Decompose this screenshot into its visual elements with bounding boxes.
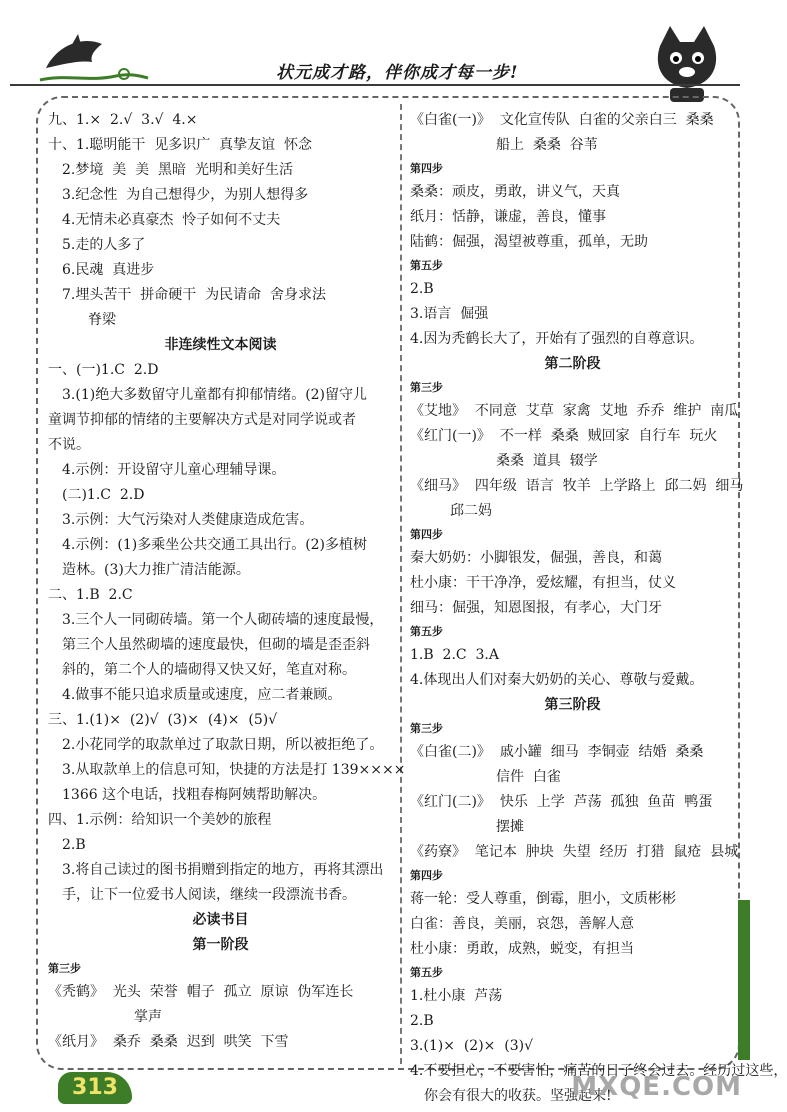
dolphin-decoration-icon	[40, 30, 150, 86]
cat-decoration-icon	[652, 24, 722, 104]
header-rule	[10, 84, 740, 86]
step-label: 第三步	[410, 381, 443, 394]
left-column	[48, 108, 406, 1055]
answer-line: 纸月：恬静，谦虚，善良，懂事	[410, 209, 606, 225]
answer-line: 白雀：善良，美丽，哀怨，善解人意	[410, 916, 634, 932]
answer-line: 邱二妈	[450, 503, 492, 519]
edge-tab	[738, 900, 750, 1060]
column-divider	[400, 104, 402, 1064]
answer-line: 4.无情未必真豪杰 怜子如何不丈夫	[62, 212, 281, 228]
answer-line: 3.将自己读过的图书捐赠到指定的地方，再将其漂出	[62, 862, 384, 878]
step-label: 第四步	[410, 869, 443, 882]
section-heading: 必读书目	[192, 912, 249, 928]
answer-line: 3.从取款单上的信息可知，快捷的方法是打 139××××	[62, 762, 406, 778]
answer-line: 《纸月》 桑乔 桑桑 迟到 哄笑 下雪	[48, 1034, 289, 1050]
answer-line: 手，让下一位爱书人阅读，继续一段漂流书香。	[62, 887, 356, 903]
answer-line: 2.小花同学的取款单过了取款日期，所以被拒绝了。	[62, 737, 384, 753]
answer-line: 5.走的人多了	[62, 237, 146, 253]
watermark: MXQE.COM	[571, 1072, 742, 1102]
answer-line: 4.做事不能只追求质量或速度，应二者兼顾。	[62, 687, 342, 703]
page-number: 313	[58, 1072, 132, 1104]
step-label: 第四步	[410, 162, 443, 175]
answer-line: 7.埋头苦干 拼命硬干 为民请命 舍身求法	[62, 287, 327, 303]
answer-line: 3.(1)绝大多数留守儿童都有抑郁情绪。(2)留守儿	[62, 387, 368, 403]
answer-line: 1.杜小康 芦荡	[410, 988, 503, 1004]
answer-line: 造林。(3)大力推广清洁能源。	[62, 562, 250, 578]
answer-line: 十、1.聪明能干 见多识广 真挚友谊 怀念	[48, 137, 313, 153]
answer-line: 《药寮》 笔记本 肿块 失望 经历 打猎 鼠疮 县城	[410, 844, 739, 860]
answer-line: 4.体现出人们对秦大奶奶的关心、尊敬与爱戴。	[410, 672, 704, 688]
section-heading: 第三阶段	[544, 697, 601, 713]
answer-line: 童调节抑郁的情绪的主要解决方式是对同学说或者	[48, 412, 356, 428]
answer-line: 1366 这个电话，找粗春梅阿姨帮助解决。	[62, 787, 327, 803]
answer-line: 3.三个人一同砌砖墙。第一个人砌砖墙的速度最慢，	[62, 612, 384, 628]
step-label: 第五步	[410, 259, 443, 272]
right-column	[410, 108, 787, 1109]
answer-line: 一、(一)1.C 2.D	[48, 362, 159, 378]
answer-line: 杜小康：勇敢，成熟，蜕变，有担当	[410, 941, 634, 957]
section-heading: 非连续性文本阅读	[164, 337, 277, 353]
answer-line: 2.B	[410, 1013, 434, 1029]
answer-line: 4.不要担心，不要害怕，痛苦的日子终会过去。经历过这些，	[410, 1063, 787, 1079]
answer-line: 三、1.(1)× (2)√ (3)× (4)× (5)√	[48, 712, 278, 728]
answer-line: 秦大奶奶：小脚银发，倔强，善良，和蔼	[410, 550, 662, 566]
answer-line: 蒋一轮：受人尊重，倒霉，胆小，文质彬彬	[410, 891, 676, 907]
answer-line: 第三个人虽然砌墙的速度最快，但砌的墙是歪歪斜	[62, 637, 370, 653]
answer-line: 《红门(一)》 不一样 桑桑 贼回家 自行车 玩火	[410, 428, 718, 444]
header-tagline: 状元成才路，伴你成才每一步!	[276, 63, 519, 83]
step-label: 第四步	[410, 528, 443, 541]
answer-line: 《白雀(一)》 文化宣传队 白雀的父亲白三 桑桑	[410, 112, 714, 128]
answer-line: 《秃鹤》 光头 荣誉 帽子 孤立 原谅 伪军连长	[48, 984, 354, 1000]
step-label: 第五步	[410, 966, 443, 979]
answer-line: 船上 桑桑 谷苇	[496, 137, 598, 153]
answer-line: 2.B	[62, 837, 86, 853]
answer-line: 《细马》 四年级 语言 牧羊 上学路上 邱二妈 细马	[410, 478, 744, 494]
answer-line: 四、1.示例：给知识一个美妙的旅程	[48, 812, 272, 828]
answer-line: 桑桑：顽皮，勇敢，讲义气，天真	[410, 184, 620, 200]
answer-line: 1.B 2.C 3.A	[410, 647, 499, 663]
answer-line: 3.示例：大气污染对人类健康造成危害。	[62, 512, 314, 528]
answer-line: 2.B	[410, 281, 434, 297]
answer-line: 不说。	[48, 437, 90, 453]
answer-line: 脊梁	[88, 312, 116, 328]
answer-line: 3.语言 倔强	[410, 306, 489, 322]
answer-line: 斜的，第二个人的墙砌得又快又好，笔直对称。	[62, 662, 356, 678]
answer-line: 4.因为秃鹤长大了，开始有了强烈的自尊意识。	[410, 331, 704, 347]
answer-line: 二、1.B 2.C	[48, 587, 133, 603]
answer-line: 细马：倔强，知恩图报，有孝心，大门牙	[410, 600, 662, 616]
answer-line: (二)1.C 2.D	[62, 487, 145, 503]
answer-line: 陆鹤：倔强，渴望被尊重，孤单，无助	[410, 234, 648, 250]
step-label: 第三步	[410, 722, 443, 735]
answer-line: 九、1.× 2.√ 3.√ 4.×	[48, 112, 198, 128]
answer-line: 你会有很大的收获。坚强起来!	[424, 1088, 612, 1104]
section-heading: 第二阶段	[544, 356, 601, 372]
answer-line: 掌声	[134, 1009, 162, 1025]
answer-line: 3.(1)× (2)× (3)√	[410, 1038, 534, 1054]
answer-line: 《白雀(二)》 戚小罐 细马 李铜壶 结婚 桑桑	[410, 744, 704, 760]
answer-line: 4.示例：开设留守儿童心理辅导课。	[62, 462, 286, 478]
answer-line: 《红门(二)》 快乐 上学 芦荡 孤独 鱼苗 鸭蛋	[410, 794, 713, 810]
answer-line: 3.纪念性 为自己想得少，为别人想得多	[62, 187, 309, 203]
answer-line: 杜小康：干干净净，爱炫耀，有担当，仗义	[410, 575, 676, 591]
answer-line: 《艾地》 不同意 艾草 家禽 艾地 乔乔 维护 南瓜	[410, 403, 739, 419]
answer-line: 桑桑 道具 辍学	[496, 453, 598, 469]
answer-line: 4.示例：(1)多乘坐公共交通工具出行。(2)多植树	[62, 537, 368, 553]
step-label: 第五步	[410, 625, 443, 638]
section-heading: 第一阶段	[192, 937, 249, 953]
step-label: 第三步	[48, 962, 81, 975]
answer-line: 6.民魂 真进步	[62, 262, 155, 278]
answer-line: 2.梦境 美 美 黑暗 光明和美好生活	[62, 162, 293, 178]
answer-line: 信件 白雀	[496, 769, 561, 785]
answer-line: 摆摊	[496, 819, 524, 835]
